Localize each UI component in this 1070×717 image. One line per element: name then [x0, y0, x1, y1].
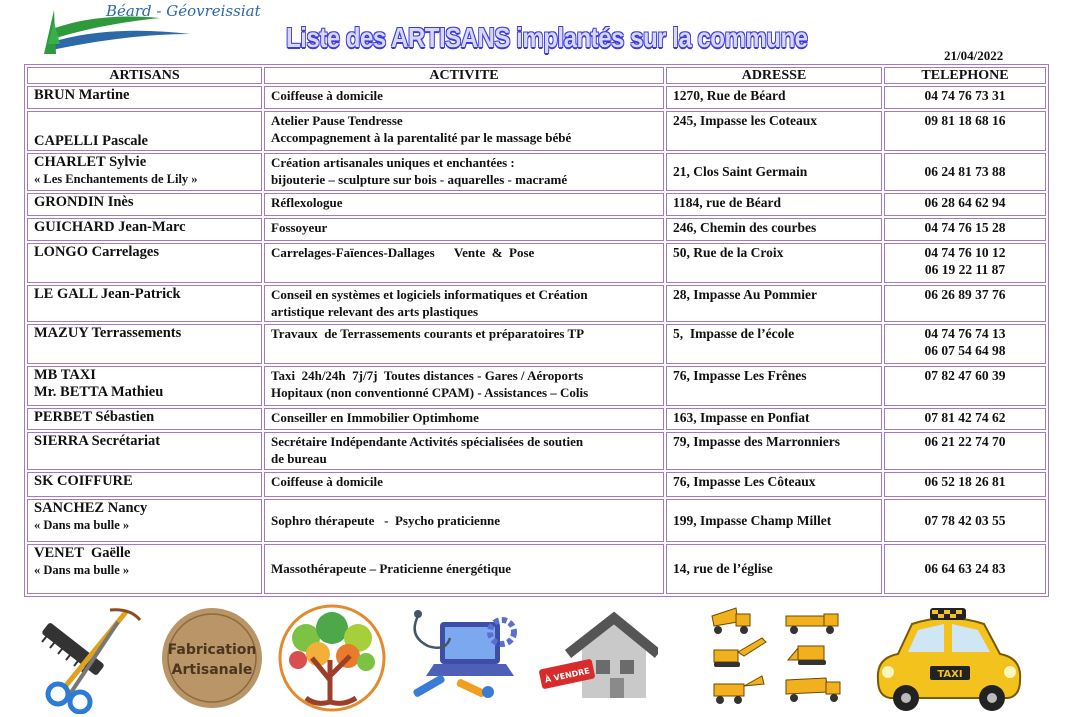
phone-number: 06 28 64 62 94 [924, 195, 1006, 211]
artisan-name-cell [27, 243, 262, 283]
artisan-name-cell [27, 366, 262, 406]
taxi-sign-text: TAXI [937, 669, 963, 680]
address-cell: 1270, Rue de Béard [666, 86, 882, 109]
phone-number: 06 64 63 24 83 [924, 561, 1006, 577]
activity-line: Conseiller en Immobilier Optimhome [271, 409, 479, 425]
activity-line: Travaux de Terrassements courants et préparatoires TP [271, 326, 585, 342]
artisan-name-cell [27, 544, 262, 594]
column-header-activite: ACTIVITE [264, 67, 664, 84]
activity-line: Sophro thérapeute - Psycho praticienne [271, 512, 501, 528]
phone-cell [884, 472, 1046, 497]
address-cell: 5, Impasse de l’école [666, 324, 882, 364]
address-cell: 199, Impasse Champ Millet [666, 499, 882, 542]
activity-line: Massothérapeute – Praticienne énergétique [271, 561, 512, 577]
artisan-name-cell [27, 432, 262, 470]
phone-number: 07 82 47 60 39 [924, 367, 1006, 383]
activity-cell [264, 499, 664, 542]
activity-cell [264, 111, 664, 151]
construction-vehicles-icon [706, 602, 856, 714]
activity-cell [264, 324, 664, 364]
logo-text: Béard - Géovreissiat [106, 2, 261, 20]
phone-number: 07 78 42 03 55 [924, 512, 1006, 528]
address-cell: 28, Impasse Au Pommier [666, 285, 882, 323]
artisans-table [24, 64, 1049, 597]
phone-number: 06 52 18 26 81 [924, 474, 1006, 489]
phone-number: 06 07 54 64 98 [924, 343, 1006, 359]
artisan-name-cell [27, 408, 262, 431]
activity-line: Secrétaire Indépendante Activités spécialisées de soutien [271, 434, 584, 450]
address-cell: 163, Impasse en Ponfiat [666, 408, 882, 431]
artisan-name: SIERRA Secrétariat [34, 433, 161, 450]
activity-cell [264, 432, 664, 470]
comb-scissors-icon [30, 602, 148, 714]
artisan-name: LONGO Carrelages [34, 244, 159, 261]
address-cell: 76, Impasse Les Côteaux [666, 472, 882, 497]
artisan-name: MAZUY Terrassements [34, 325, 182, 342]
phone-cell [884, 408, 1046, 431]
artisan-business-name: « Dans ma bulle » [34, 562, 130, 577]
activity-line: Création artisanales uniques et enchantées : [271, 154, 515, 170]
artisan-name-cell [27, 193, 262, 216]
activity-line: Taxi 24h/24h 7j/7j Toutes distances - Gares / Aéroports [271, 367, 584, 383]
column-header-artisans: ARTISANS [27, 67, 262, 84]
activity-cell [264, 193, 664, 216]
artisan-business-name: « Les Enchantements de Lily » [34, 171, 198, 186]
artisan-contact-name: Mr. BETTA Mathieu [34, 383, 164, 400]
activity-line: Carrelages-Faïences-Dallages Vente & Pose [271, 245, 535, 261]
artisan-name-cell [27, 86, 262, 109]
phone-number: 04 74 76 15 28 [924, 220, 1006, 236]
artisan-name: SANCHEZ Nancy [34, 500, 148, 517]
address-cell: 14, rue de l’église [666, 544, 882, 594]
phone-number: 06 19 22 11 87 [924, 262, 1006, 278]
artisan-name: VENET Gaëlle [34, 544, 131, 561]
phone-cell [884, 193, 1046, 216]
artisan-name: SK COIFFURE [34, 473, 133, 489]
activity-line: de bureau [271, 451, 327, 467]
artisan-name: LE GALL Jean-Patrick [34, 285, 181, 302]
artisan-name: CHARLET Sylvie [34, 153, 147, 170]
table-row [27, 499, 1046, 542]
address-cell: 50, Rue de la Croix [666, 243, 882, 283]
activity-line: artistique relevant des arts plastiques [271, 303, 479, 319]
activity-line: Accompagnement à la parentalité par le massage bébé [271, 129, 572, 145]
phone-number: 07 81 42 74 62 [924, 409, 1006, 425]
commune-logo [40, 0, 261, 58]
artisan-name-cell [27, 285, 262, 323]
table-row [27, 243, 1046, 283]
activity-line: Coiffeuse à domicile [271, 88, 383, 103]
phone-cell [884, 153, 1046, 192]
phone-cell [884, 544, 1046, 594]
artisan-business-name: « Dans ma bulle » [34, 518, 130, 533]
table-row [27, 408, 1046, 431]
artisan-name: GUICHARD Jean-Marc [34, 219, 186, 236]
artisan-name: MB TAXI [34, 366, 96, 383]
artisan-name: PERBET Sébastien [34, 408, 155, 425]
phone-cell [884, 111, 1046, 151]
artisan-name-cell [27, 499, 262, 542]
phone-number: 06 21 22 74 70 [924, 434, 1006, 450]
badge-line-1: Fabrication [167, 642, 257, 658]
artisan-name-cell [27, 218, 262, 241]
activity-line: Réflexologue [271, 195, 343, 211]
taxi-car-icon [868, 602, 1028, 714]
phone-number: 04 74 76 10 12 [924, 245, 1006, 261]
activity-line: Atelier Pause Tendresse [271, 112, 403, 128]
house-for-sale-icon [534, 602, 658, 714]
fabrication-artisanale-badge [158, 602, 266, 714]
artisan-name-cell [27, 324, 262, 364]
activity-cell [264, 366, 664, 406]
activity-line: Hopitaux (non conventionné CPAM) - Assistances – Colis [271, 384, 589, 400]
table-row [27, 218, 1046, 241]
phone-number: 06 26 89 37 76 [924, 286, 1006, 302]
activity-cell [264, 544, 664, 594]
table-row [27, 472, 1046, 497]
table-header-row [27, 67, 1046, 84]
badge-line-2: Artisanale [171, 662, 253, 678]
artisan-name: GRONDIN Inès [34, 194, 134, 211]
table-row [27, 111, 1046, 151]
address-cell: 246, Chemin des courbes [666, 218, 882, 241]
tree-of-life-icon [276, 602, 388, 714]
activity-line: Conseil en systèmes et logiciels informatiques et Création [271, 286, 588, 302]
activity-cell [264, 86, 664, 109]
artisan-name-cell [27, 472, 262, 497]
table-row [27, 193, 1046, 216]
phone-cell [884, 86, 1046, 109]
it-computer-tools-icon [398, 602, 524, 714]
page-title: Liste des ARTISANS implantés sur la commune [286, 22, 808, 53]
activity-cell [264, 285, 664, 323]
phone-cell [884, 366, 1046, 406]
address-cell: 1184, rue de Béard [666, 193, 882, 216]
table-row [27, 285, 1046, 323]
activity-cell [264, 408, 664, 431]
artisan-name-cell [27, 153, 262, 192]
table-row [27, 324, 1046, 364]
table-row [27, 366, 1046, 406]
table-row [27, 432, 1046, 470]
activity-cell [264, 218, 664, 241]
phone-cell [884, 432, 1046, 470]
phone-cell [884, 324, 1046, 364]
phone-cell [884, 499, 1046, 542]
activity-line: Fossoyeur [271, 220, 328, 236]
artisan-name: CAPELLI Pascale [34, 132, 148, 149]
activity-cell [264, 243, 664, 283]
phone-cell [884, 218, 1046, 241]
activity-line: Coiffeuse à domicile [271, 474, 383, 489]
column-header-adresse: ADRESSE [666, 67, 882, 84]
phone-number: 04 74 76 74 13 [924, 326, 1006, 342]
table-row [27, 86, 1046, 109]
column-header-telephone: TELEPHONE [884, 67, 1046, 84]
activity-cell [264, 472, 664, 497]
phone-number: 06 24 81 73 88 [924, 164, 1006, 180]
artisan-name: BRUN Martine [34, 87, 130, 103]
address-cell: 76, Impasse Les Frênes [666, 366, 882, 406]
for-sale-sign-text: À VENDRE [544, 666, 591, 685]
phone-number: 04 74 76 73 31 [924, 88, 1006, 103]
phone-cell [884, 285, 1046, 323]
table-row [27, 153, 1046, 192]
activity-line: bijouterie – sculpture sur bois - aquarelles - macramé [271, 171, 568, 187]
address-cell: 21, Clos Saint Germain [666, 153, 882, 192]
activity-cell [264, 153, 664, 192]
address-cell: 79, Impasse des Marronniers [666, 432, 882, 470]
artisan-name-cell [27, 111, 262, 151]
phone-number: 09 81 18 68 16 [924, 112, 1006, 128]
document-date: 21/04/2022 [944, 48, 1004, 63]
phone-cell [884, 243, 1046, 283]
address-cell: 245, Impasse les Coteaux [666, 111, 882, 151]
table-row [27, 544, 1046, 594]
